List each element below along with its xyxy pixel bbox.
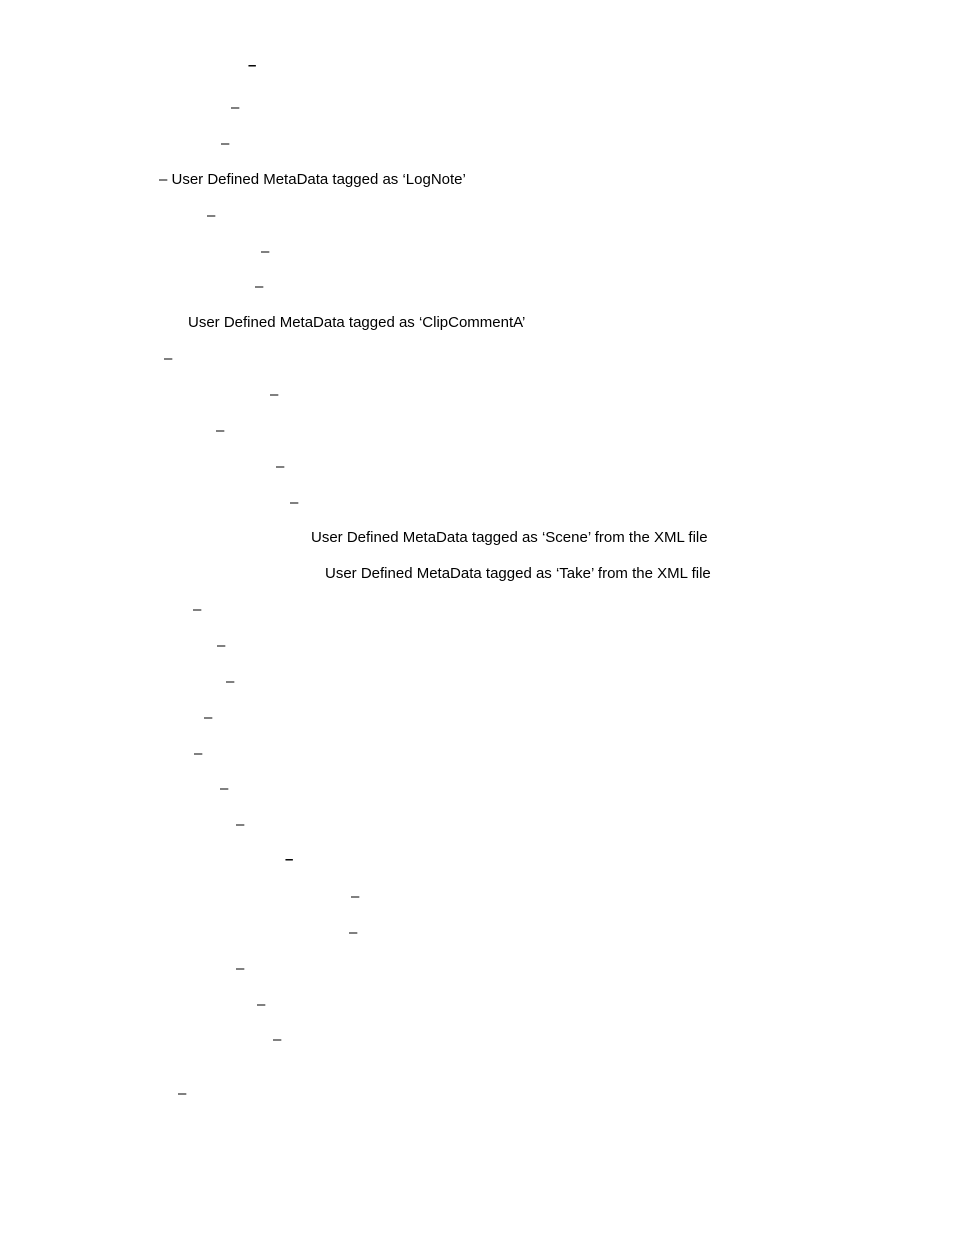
- dash-line-10: –: [270, 386, 279, 403]
- scene-line: User Defined MetaData tagged as ‘Scene’ from the XML file: [311, 529, 708, 546]
- dash-line-17: –: [217, 637, 226, 654]
- dash-line-24: –: [351, 888, 360, 905]
- clipcomment-line: User Defined MetaData tagged as ‘ClipCommentA’: [188, 314, 526, 331]
- dash-line-13: –: [290, 494, 299, 511]
- dash-line-27: –: [257, 996, 266, 1013]
- dash-line-2: –: [231, 99, 240, 116]
- dash-line-11: –: [216, 422, 225, 439]
- dash-line-28: –: [273, 1031, 282, 1048]
- dash-line-29: –: [178, 1085, 187, 1102]
- dash-line-16: –: [193, 601, 202, 618]
- dash-line-9: –: [164, 350, 173, 367]
- dash-line-6: –: [261, 243, 270, 260]
- lognote-line: – User Defined MetaData tagged as ‘LogNote’: [159, 171, 466, 188]
- dash-line-22: –: [236, 816, 245, 833]
- dash-line-12: –: [276, 458, 285, 475]
- dash-line-20: –: [194, 745, 203, 762]
- dash-line-5: –: [207, 207, 216, 224]
- dash-line-3: –: [221, 135, 230, 152]
- dash-line-7: –: [255, 278, 264, 295]
- dash-line-19: –: [204, 709, 213, 726]
- dash-line-1: –: [248, 57, 257, 74]
- take-line: User Defined MetaData tagged as ‘Take’ from the XML file: [325, 565, 711, 582]
- dash-line-26: –: [236, 960, 245, 977]
- dash-line-21: –: [220, 780, 229, 797]
- dash-line-23: –: [285, 851, 294, 868]
- dash-line-25: –: [349, 924, 358, 941]
- dash-line-18: –: [226, 673, 235, 690]
